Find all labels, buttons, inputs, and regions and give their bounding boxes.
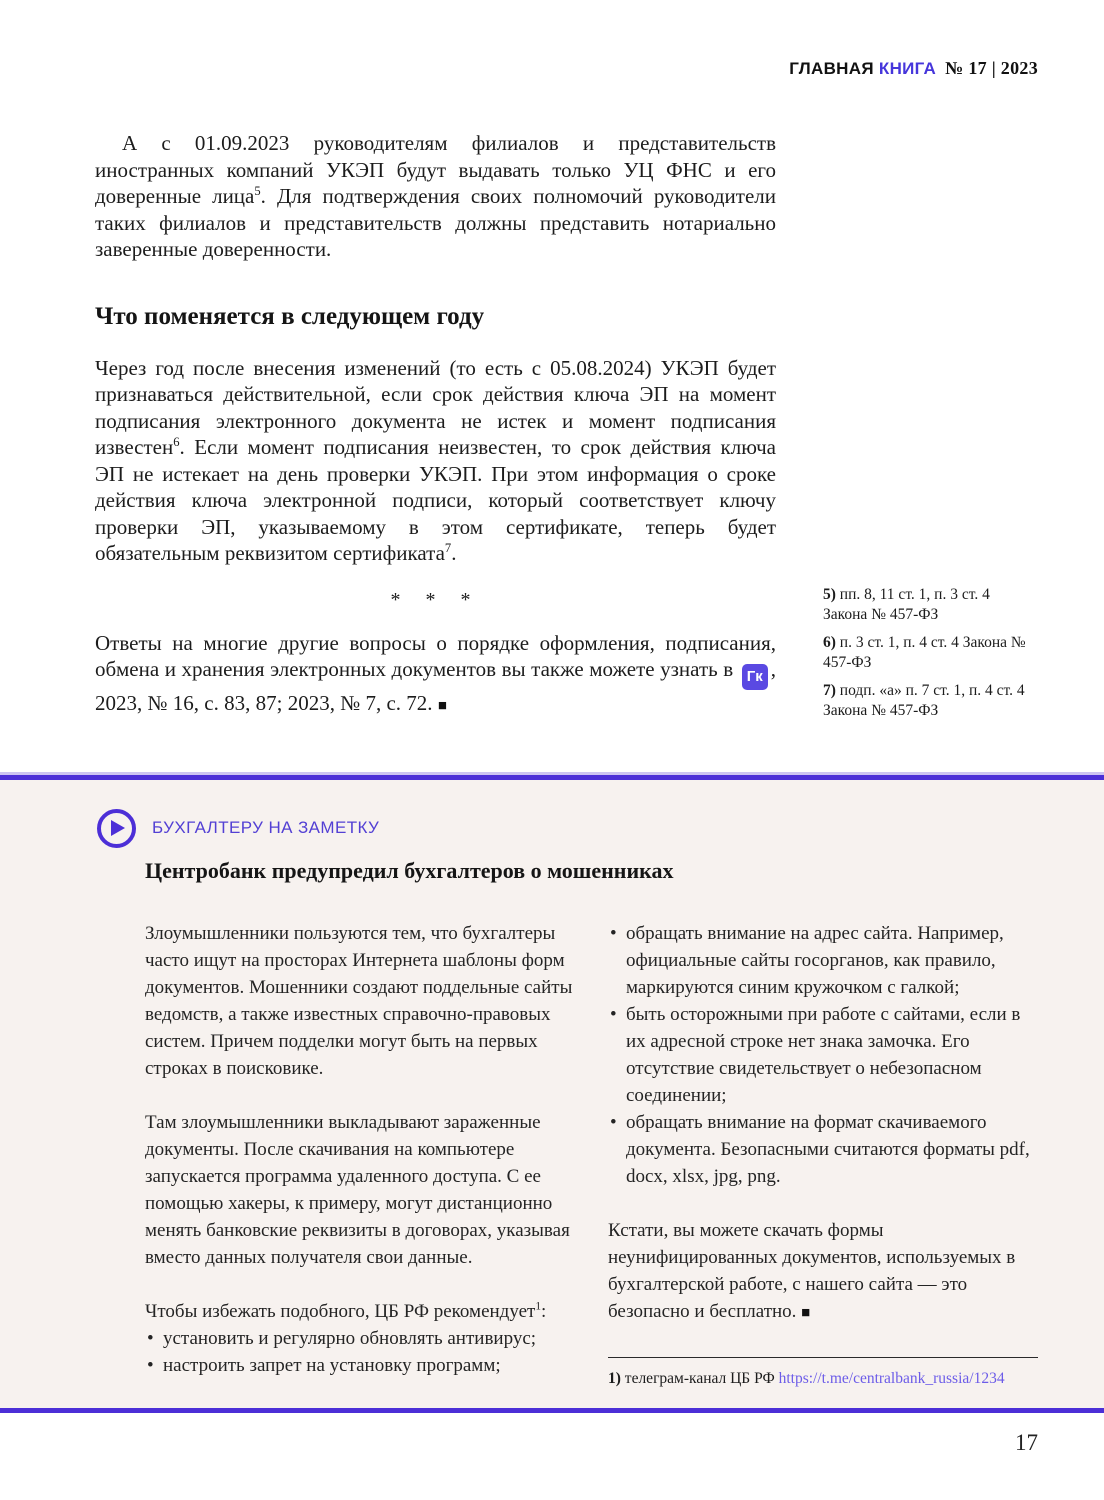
paragraph-text: . Для подтверждения своих полномочий руководители таких филиалов и представительств должны представить нотариально заверенные доверенности. — [95, 184, 777, 261]
paragraph-text: Через год после внесения изменений (то есть с 05.08.2024) УКЭП будет признаваться действительной, если срок действия ключа ЭП на момент подписания электронного документа не истек и момент подписания известен — [95, 355, 776, 459]
list-item — [608, 920, 1038, 1001]
sidebar-footnote-7 — [823, 681, 1035, 720]
paragraph-text: Ответы на многие другие вопросы о порядке оформления, подписания, обмена и хранения электронных документов вы также можете узнать в — [95, 630, 776, 681]
footnote-marker: 1) — [608, 1370, 621, 1387]
section-heading: Что поменяется в следующем году — [95, 302, 485, 330]
note-section — [0, 775, 1104, 1413]
sidebar-footnote-6 — [823, 633, 1035, 672]
paragraph-text: А с 01.09.2023 руководителям филиалов и представительств иностранных компаний УКЭП будут выдавать только УЦ ФНС и его доверенные лица — [95, 131, 776, 208]
list-item — [608, 1001, 1038, 1109]
footnote-text: телеграм-канал ЦБ РФ — [620, 1370, 779, 1387]
footnote-ref-5: 5 — [254, 184, 261, 198]
footnote-ref-6: 6 — [173, 435, 180, 449]
telegram-link[interactable]: https://t.me/centralbank_russia/1234 — [778, 1370, 1005, 1387]
end-of-note-mark: ■ — [801, 1305, 811, 1321]
play-icon — [97, 809, 136, 848]
list-item — [145, 1325, 575, 1352]
footnote-ref-1: 1 — [535, 1300, 542, 1313]
paragraph-text: : — [541, 1301, 547, 1322]
list-item-text: обращать внимание на формат скачиваемого документа. Безопасными считаются форматы pdf, docx, xlsx, jpg, png. — [626, 1112, 1030, 1187]
note-paragraph: Злоумышленники пользуются тем, что бухгалтеры часто ищут на просторах Интернета шаблоны форм документов. Мошенники создают поддельные сайты ведомств, а также известных справочно-правовых систем. Причем подделки могут быть на первых строках в поисковике. — [145, 923, 573, 1079]
footnote-marker: 7) — [823, 682, 836, 699]
footnote-text: п. 3 ст. 1, п. 4 ст. 4 Закона № 457-ФЗ — [823, 634, 1026, 671]
sidebar-footnote-5 — [823, 585, 1035, 624]
note-closing-paragraph — [608, 1217, 1038, 1327]
list-item-text: настроить запрет на установку программ; — [163, 1355, 501, 1376]
footnote-sidebar — [823, 585, 1035, 729]
note-column-left — [145, 920, 575, 1389]
end-of-article-mark: ■ — [437, 698, 447, 714]
note-columns — [145, 920, 1038, 1389]
footnote-text: подп. «а» п. 7 ст. 1, п. 4 ст. 4 Закона № 457-ФЗ — [823, 682, 1025, 719]
article-paragraph-1 — [95, 130, 776, 263]
page-number: 17 — [1015, 1430, 1038, 1455]
note-footnote-1 — [608, 1357, 1038, 1389]
note-title: Центробанк предупредил бухгалтеров о мошенниках — [145, 858, 674, 883]
list-item-text: быть осторожными при работе с сайтами, если в их адресной строке нет знака замочка. Его отсутствие свидетельствует о небезопасном соединении; — [626, 1004, 1021, 1106]
list-item-text: обращать внимание на адрес сайта. Например, официальные сайты госорганов, как правило, маркируются синим кружочком с галкой; — [626, 923, 1004, 998]
article-closing-paragraph — [95, 630, 776, 720]
note-lead-paragraph — [145, 1298, 575, 1325]
list-item — [145, 1352, 575, 1379]
issue-number: № 17 | 2023 — [945, 58, 1038, 78]
logo-letters: Гк — [746, 668, 763, 685]
page-header — [789, 58, 1038, 79]
note-rubric-label: БУХГАЛТЕРУ НА ЗАМЕТКУ — [152, 818, 380, 837]
article-main — [95, 130, 776, 720]
note-paragraph: Там злоумышленники выкладывают зараженные документы. После скачивания на компьютере запускается программа удаленного доступа. С ее помощью хакеры, к примеру, могут дистанционно менять банковские реквизиты в договорах, указывая вместо данных получателя свои данные. — [145, 1112, 570, 1268]
paragraph-text: Кстати, вы можете скачать формы неунифицированных документов, используемых в бухгалтерской работе, с нашего сайта — это безопасно и бесплатно. — [608, 1220, 1016, 1322]
note-column-right — [608, 920, 1038, 1389]
asterisk-separator: * * * — [390, 588, 481, 611]
list-item-text: установить и регулярно обновлять антивирус; — [163, 1328, 537, 1349]
glavnaya-kniga-logo-icon — [742, 664, 768, 690]
footnote-text: пп. 8, 11 ст. 1, п. 3 ст. 4 Закона № 457-ФЗ — [823, 586, 990, 623]
footnote-ref-7: 7 — [444, 541, 452, 555]
paragraph-text: . Если момент подписания неизвестен, то срок действия ключа ЭП не истекает на день проверки УКЭП. При этом информация о сроке действия ключа электронной подписи, который соответствует ключу проверки ЭП, указываемому в этом сертификате, теперь будет обязательным реквизитом сертификата — [95, 435, 776, 565]
footnote-marker: 6) — [823, 634, 836, 651]
paragraph-text: , 2023, № 16, с. 83, 87; 2023, № 7, с. 72. — [95, 657, 776, 715]
brand-name-accent: КНИГА — [878, 59, 937, 78]
paragraph-text: Чтобы избежать подобного, ЦБ РФ рекомендует — [145, 1301, 536, 1322]
article-paragraph-2 — [95, 355, 776, 567]
footnote-marker: 5) — [823, 586, 836, 603]
brand-name-main: ГЛАВНАЯ — [789, 59, 874, 78]
list-item — [608, 1109, 1038, 1190]
paragraph-text: . — [451, 541, 457, 565]
